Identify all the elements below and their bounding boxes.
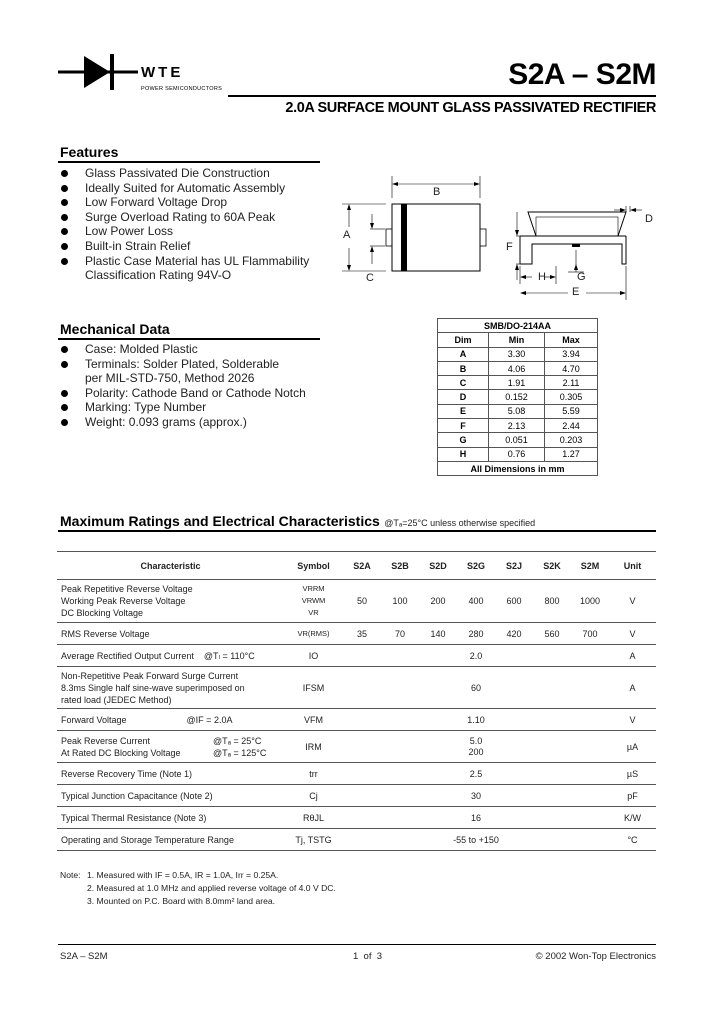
table-cell: IRM bbox=[284, 731, 343, 763]
dim-label-d: D bbox=[645, 213, 653, 225]
table-cell: V bbox=[609, 623, 656, 645]
list-item: Ideally Suited for Automatic Assembly bbox=[60, 181, 330, 196]
page-number: 1 of 3 bbox=[353, 951, 383, 962]
mechanical-list bbox=[60, 342, 330, 430]
dim-label-a: A bbox=[343, 229, 351, 241]
table-cell: B bbox=[438, 361, 489, 375]
table-cell: 5.59 bbox=[545, 404, 598, 418]
table-cell: Typical Junction Capacitance (Note 2) bbox=[57, 785, 284, 807]
header-rule bbox=[228, 95, 656, 97]
notes-label: Note: bbox=[60, 870, 81, 880]
table-cell: VRRM VRWM VR bbox=[284, 580, 343, 623]
ratings-rule bbox=[58, 530, 656, 532]
table-cell: 3.94 bbox=[545, 347, 598, 361]
table-cell: 2.0 bbox=[343, 645, 609, 667]
table-row bbox=[438, 347, 598, 361]
mechanical-rule bbox=[58, 338, 320, 340]
table-cell: pF bbox=[609, 785, 656, 807]
table-cell: 2.13 bbox=[489, 419, 545, 433]
table-row bbox=[57, 623, 656, 645]
table-row bbox=[57, 731, 656, 763]
table-cell: -55 to +150 bbox=[343, 829, 609, 851]
table-cell: VFM bbox=[284, 709, 343, 731]
table-cell: Typical Thermal Resistance (Note 3) bbox=[57, 807, 284, 829]
characteristic-text: Average Rectified Output Current bbox=[61, 650, 194, 661]
dimensions-table-title: SMB/DO-214AA bbox=[438, 319, 598, 333]
ratings-heading bbox=[60, 513, 535, 531]
table-cell: 200 bbox=[419, 580, 457, 623]
column-header: S2K bbox=[533, 552, 571, 580]
table-row bbox=[438, 361, 598, 375]
logo-subtitle: POWER SEMICONDUCTORS bbox=[141, 86, 223, 92]
column-header: S2D bbox=[419, 552, 457, 580]
table-cell: 0.203 bbox=[545, 433, 598, 447]
table-cell: 0.305 bbox=[545, 390, 598, 404]
dim-label-b: B bbox=[433, 186, 441, 198]
column-header: S2A bbox=[343, 552, 381, 580]
table-row bbox=[57, 580, 656, 623]
list-item: Surge Overload Rating to 60A Peak bbox=[60, 210, 330, 225]
table-cell: Operating and Storage Temperature Range bbox=[57, 829, 284, 851]
table-cell: 70 bbox=[381, 623, 419, 645]
table-cell: trr bbox=[284, 763, 343, 785]
column-header: S2J bbox=[495, 552, 533, 580]
table-row bbox=[57, 829, 656, 851]
table-cell: Reverse Recovery Time (Note 1) bbox=[57, 763, 284, 785]
note-item: 3. Mounted on P.C. Board with 8.0mm² land area. bbox=[87, 896, 276, 906]
table-cell: V bbox=[609, 709, 656, 731]
table-row bbox=[57, 709, 656, 731]
table-cell: RMS Reverse Voltage bbox=[57, 623, 284, 645]
table-cell: D bbox=[438, 390, 489, 404]
table-cell: V bbox=[609, 580, 656, 623]
table-row bbox=[438, 376, 598, 390]
table-cell: Non-Repetitive Peak Forward Surge Current 8.3ms Single half sine-wave superimposed on rated load (JEDEC Method) bbox=[57, 667, 284, 709]
characteristic-text: Peak Reverse Current At Rated DC Blocking Voltage bbox=[61, 735, 181, 758]
table-cell: F bbox=[438, 419, 489, 433]
table-row bbox=[438, 447, 598, 461]
column-header: S2B bbox=[381, 552, 419, 580]
table-row bbox=[57, 667, 656, 709]
table-cell: A bbox=[438, 347, 489, 361]
table-cell: Tj, TSTG bbox=[284, 829, 343, 851]
dimensions-table bbox=[437, 318, 598, 476]
column-header: Unit bbox=[609, 552, 656, 580]
table-row bbox=[57, 785, 656, 807]
column-header: Max bbox=[545, 333, 598, 347]
dimensions-table-footer: All Dimensions in mm bbox=[438, 461, 598, 475]
table-cell: °C bbox=[609, 829, 656, 851]
table-cell bbox=[57, 709, 284, 731]
table-cell: 2.11 bbox=[545, 376, 598, 390]
table-cell: Cj bbox=[284, 785, 343, 807]
table-cell: 140 bbox=[419, 623, 457, 645]
note-item: 2. Measured at 1.0 MHz and applied reverse voltage of 4.0 V DC. bbox=[87, 883, 336, 893]
table-cell: 3.30 bbox=[489, 347, 545, 361]
list-item: Polarity: Cathode Band or Cathode Notch bbox=[60, 386, 330, 401]
table-cell bbox=[57, 645, 284, 667]
list-item: Plastic Case Material has UL Flammability Classification Rating 94V-O bbox=[60, 254, 325, 283]
table-cell: E bbox=[438, 404, 489, 418]
condition-text: @Tₗ = 110°C bbox=[203, 650, 255, 661]
ratings-condition: @Tₐ=25°C unless otherwise specified bbox=[384, 518, 536, 528]
features-title: Features bbox=[60, 144, 119, 160]
table-cell: A bbox=[609, 667, 656, 709]
table-cell: µA bbox=[609, 731, 656, 763]
table-cell: 400 bbox=[457, 580, 495, 623]
table-row bbox=[57, 645, 656, 667]
list-item: Glass Passivated Die Construction bbox=[60, 166, 330, 181]
list-item: Weight: 0.093 grams (approx.) bbox=[60, 415, 330, 430]
table-cell: 1.27 bbox=[545, 447, 598, 461]
list-item: Low Forward Voltage Drop bbox=[60, 195, 330, 210]
table-cell: 560 bbox=[533, 623, 571, 645]
logo-text: WTE bbox=[141, 64, 184, 81]
table-cell: 35 bbox=[343, 623, 381, 645]
list-item: Marking: Type Number bbox=[60, 400, 330, 415]
table-cell: IFSM bbox=[284, 667, 343, 709]
table-row bbox=[57, 807, 656, 829]
column-header: Symbol bbox=[284, 552, 343, 580]
table-row bbox=[57, 763, 656, 785]
footer-right: © 2002 Won-Top Electronics bbox=[535, 951, 656, 962]
footer-rule bbox=[58, 944, 656, 945]
condition-text: @IF = 2.0A bbox=[186, 714, 233, 725]
table-cell: 280 bbox=[457, 623, 495, 645]
table-cell: 0.76 bbox=[489, 447, 545, 461]
ratings-title: Maximum Ratings and Electrical Characteristics bbox=[60, 513, 380, 529]
table-cell: 600 bbox=[495, 580, 533, 623]
table-row bbox=[438, 404, 598, 418]
dim-label-g: G bbox=[577, 271, 586, 283]
mechanical-title: Mechanical Data bbox=[60, 321, 170, 337]
table-cell bbox=[57, 731, 284, 763]
footer-left: S2A – S2M bbox=[60, 951, 108, 962]
dim-label-e: E bbox=[572, 286, 580, 298]
table-cell: 5.08 bbox=[489, 404, 545, 418]
table-cell: 420 bbox=[495, 623, 533, 645]
column-header: S2M bbox=[571, 552, 609, 580]
table-cell: C bbox=[438, 376, 489, 390]
part-range-title: S2A – S2M bbox=[508, 58, 656, 91]
table-cell: 1.91 bbox=[489, 376, 545, 390]
document-subtitle: 2.0A SURFACE MOUNT GLASS PASSIVATED RECTIFIER bbox=[285, 100, 656, 116]
table-row bbox=[438, 433, 598, 447]
table-cell: 700 bbox=[571, 623, 609, 645]
column-header: Characteristic bbox=[57, 552, 284, 580]
dim-label-f: F bbox=[506, 241, 513, 253]
table-cell: 0.152 bbox=[489, 390, 545, 404]
table-cell: A bbox=[609, 645, 656, 667]
ratings-table bbox=[57, 551, 656, 851]
features-rule bbox=[58, 161, 320, 163]
list-item: Low Power Loss bbox=[60, 224, 330, 239]
features-list bbox=[60, 166, 330, 283]
table-row bbox=[438, 419, 598, 433]
table-cell: 16 bbox=[343, 807, 609, 829]
table-cell: 2.44 bbox=[545, 419, 598, 433]
table-row bbox=[438, 390, 598, 404]
table-cell: µS bbox=[609, 763, 656, 785]
table-cell: K/W bbox=[609, 807, 656, 829]
note-item: 1. Measured with IF = 0.5A, IR = 1.0A, Irr = 0.25A. bbox=[87, 870, 279, 880]
column-header: S2G bbox=[457, 552, 495, 580]
dim-label-h: H bbox=[538, 271, 546, 283]
table-cell: IO bbox=[284, 645, 343, 667]
wte-logo-icon bbox=[58, 50, 138, 94]
table-cell: 1000 bbox=[571, 580, 609, 623]
table-cell: Peak Repetitive Reverse Voltage Working Peak Reverse Voltage DC Blocking Voltage bbox=[57, 580, 284, 623]
table-cell: 60 bbox=[343, 667, 609, 709]
table-cell: G bbox=[438, 433, 489, 447]
table-cell: 2.5 bbox=[343, 763, 609, 785]
table-cell: H bbox=[438, 447, 489, 461]
table-cell: 100 bbox=[381, 580, 419, 623]
list-item: Terminals: Solder Plated, Solderable per MIL-STD-750, Method 2026 bbox=[60, 357, 295, 386]
column-header: Dim bbox=[438, 333, 489, 347]
table-cell: 800 bbox=[533, 580, 571, 623]
condition-text: @Tₐ = 25°C @Tₐ = 125°C bbox=[213, 735, 267, 758]
characteristic-text: Forward Voltage bbox=[61, 714, 127, 725]
package-outline-diagram bbox=[330, 168, 660, 303]
table-cell: RθJL bbox=[284, 807, 343, 829]
table-cell: VR(RMS) bbox=[284, 623, 343, 645]
table-cell: 1.10 bbox=[343, 709, 609, 731]
table-cell: 50 bbox=[343, 580, 381, 623]
table-cell: 0.051 bbox=[489, 433, 545, 447]
table-cell: 30 bbox=[343, 785, 609, 807]
list-item: Built-in Strain Relief bbox=[60, 239, 330, 254]
dim-label-c: C bbox=[366, 272, 374, 284]
table-cell: 4.06 bbox=[489, 361, 545, 375]
notes-list bbox=[87, 869, 336, 908]
list-item: Case: Molded Plastic bbox=[60, 342, 330, 357]
table-cell: 4.70 bbox=[545, 361, 598, 375]
table-cell: 5.0 200 bbox=[343, 731, 609, 763]
column-header: Min bbox=[489, 333, 545, 347]
